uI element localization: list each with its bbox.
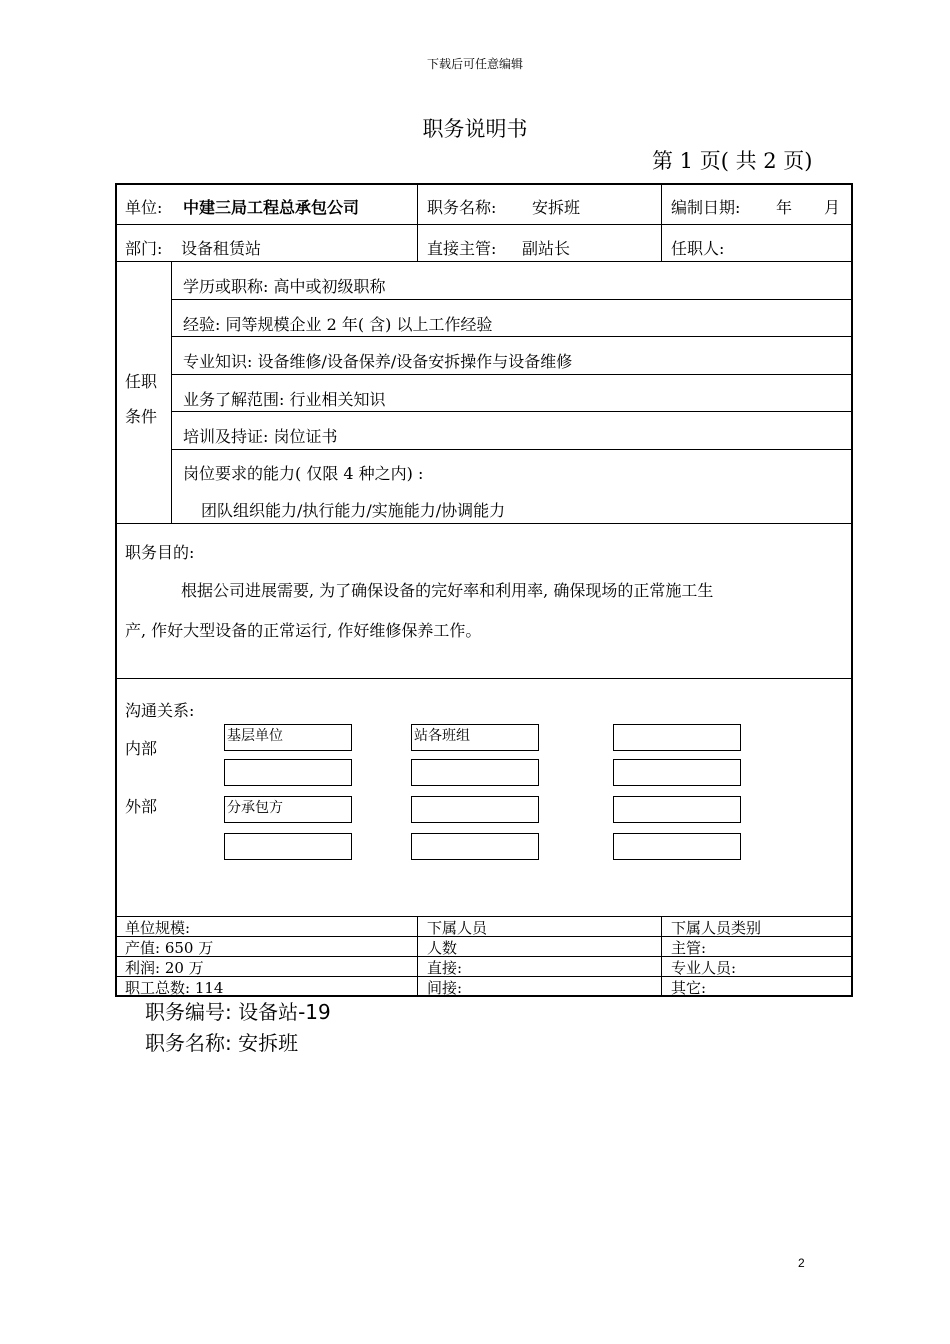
job-name-value: 安拆班: [532, 198, 581, 217]
professionals-label: 专业人员:: [671, 959, 737, 977]
job-code: 职务编号: 设备站-19: [145, 1000, 331, 1024]
output-value: 产值: 650 万: [125, 939, 214, 957]
external-box-5: [411, 833, 539, 860]
download-note: 下载后可任意编辑: [426, 57, 523, 71]
external-box-1: [224, 796, 352, 823]
external-box-1-text: 分承包方: [227, 800, 283, 816]
managers-label: 主管:: [671, 939, 707, 957]
internal-label: 内部: [125, 739, 158, 758]
page-number: 2: [798, 1256, 805, 1270]
external-label: 外部: [125, 797, 158, 816]
qualification-section-label-1: 任职: [125, 372, 158, 391]
date-year: 年: [776, 198, 793, 217]
communication-label: 沟通关系:: [125, 701, 195, 720]
knowledge-requirement: 专业知识: 设备维修/设备保养/设备安拆操作与设备维修: [183, 352, 573, 371]
supervisor-label: 直接主管:: [427, 239, 497, 258]
page-info: 第 1 页( 共 2 页): [652, 149, 813, 173]
total-staff-value: 职工总数: 114: [125, 979, 224, 997]
job-name-footer: 职务名称: 安拆班: [145, 1031, 299, 1055]
internal-box-1-text: 基层单位: [227, 728, 283, 744]
external-box-6: [613, 833, 741, 860]
internal-box-1: [224, 724, 352, 751]
unit-label: 单位:: [125, 198, 163, 217]
purpose-text-line-2: 产, 作好大型设备的正常运行, 作好维修保养工作。: [125, 621, 482, 640]
document-title: 职务说明书: [422, 117, 528, 141]
external-box-3: [613, 796, 741, 823]
internal-box-3: [613, 724, 741, 751]
internal-box-6: [613, 759, 741, 786]
experience-requirement: 经验: 同等规模企业 2 年( 含) 以上工作经验: [183, 315, 493, 334]
date-month: 月: [824, 198, 841, 217]
department-label: 部门:: [125, 239, 163, 258]
direct-label: 直接:: [427, 959, 463, 977]
internal-box-4: [224, 759, 352, 786]
subordinates-label: 下属人员: [427, 919, 488, 937]
count-label: 人数: [427, 939, 458, 957]
others-label: 其它:: [671, 979, 707, 997]
department-value: 设备租赁站: [181, 239, 262, 258]
external-box-4: [224, 833, 352, 860]
internal-box-2: [411, 724, 539, 751]
unit-value: 中建三局工程总承包公司: [183, 198, 360, 217]
date-label: 编制日期:: [671, 198, 741, 217]
unit-scale-label: 单位规模:: [125, 919, 191, 937]
job-name-label: 职务名称:: [427, 198, 497, 217]
internal-box-2-text: 站各班组: [414, 728, 470, 744]
subordinate-category-label: 下属人员类别: [671, 919, 762, 937]
business-scope: 业务了解范围: 行业相关知识: [183, 390, 386, 409]
purpose-text-line-1: 根据公司进展需要, 为了确保设备的完好率和利用率, 确保现场的正常施工生: [181, 581, 714, 600]
training-certificate: 培训及持证: 岗位证书: [183, 427, 338, 446]
job-holder-label: 任职人:: [671, 239, 725, 258]
internal-box-5: [411, 759, 539, 786]
supervisor-value: 副站长: [522, 239, 571, 258]
education-requirement: 学历或职称: 高中或初级职称: [183, 277, 386, 296]
abilities-value: 团队组织能力/执行能力/实施能力/协调能力: [201, 501, 506, 520]
profit-value: 利润: 20 万: [125, 959, 204, 977]
purpose-label: 职务目的:: [125, 543, 195, 562]
indirect-label: 间接:: [427, 979, 463, 997]
qualification-section-label-2: 条件: [125, 407, 158, 426]
abilities-label: 岗位要求的能力( 仅限 4 种之内) :: [183, 464, 424, 483]
external-box-2: [411, 796, 539, 823]
